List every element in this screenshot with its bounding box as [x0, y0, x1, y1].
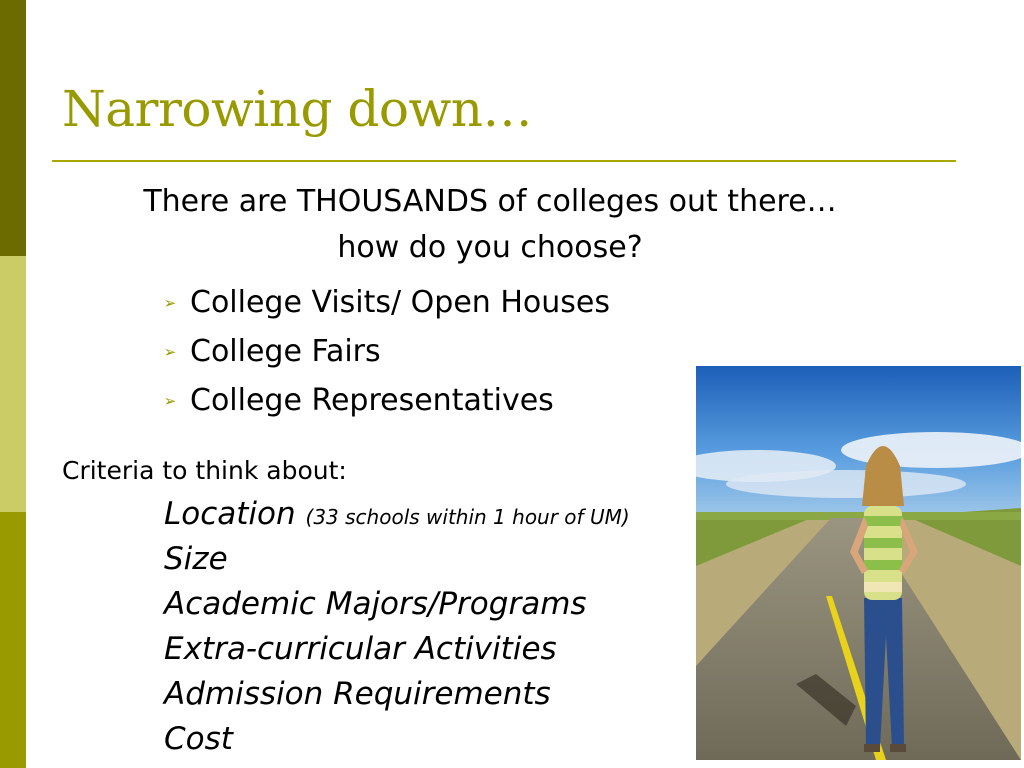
- title-underline: [52, 160, 956, 162]
- bullet-label: College Visits/ Open Houses: [190, 285, 610, 320]
- photo-girl-on-road: [696, 366, 1021, 760]
- criteria-label: Location: [164, 496, 296, 532]
- criteria-label: Size: [164, 541, 228, 577]
- bullet-label: College Representatives: [190, 383, 554, 418]
- criteria-item: [164, 492, 630, 537]
- bullet-item: [162, 327, 610, 376]
- criteria-item: [164, 717, 630, 762]
- bullet-item: [162, 376, 610, 425]
- criteria-item: [164, 627, 630, 672]
- criteria-label: Academic Majors/Programs: [164, 586, 587, 622]
- criteria-item: [164, 537, 630, 582]
- side-bar-bottom: [0, 512, 26, 768]
- side-bar-middle: [0, 256, 26, 512]
- arrow-bullet-icon: ➢: [163, 391, 177, 410]
- criteria-item: [164, 672, 630, 717]
- bullet-label: College Fairs: [190, 334, 381, 369]
- criteria-note: (33 schools within 1 hour of UM): [305, 505, 630, 529]
- criteria-label: Cost: [164, 721, 233, 757]
- side-bar-top: [0, 0, 26, 256]
- criteria-label: Admission Requirements: [164, 676, 551, 712]
- arrow-bullet-icon: ➢: [163, 342, 177, 361]
- bullet-item: [162, 278, 610, 327]
- bullet-list: [162, 278, 610, 425]
- slide-title: Narrowing down…: [62, 80, 532, 138]
- criteria-item: [164, 582, 630, 627]
- intro-line-2: how do you choose?: [337, 230, 643, 265]
- arrow-bullet-icon: ➢: [163, 293, 177, 312]
- criteria-label: Extra-curricular Activities: [164, 631, 557, 667]
- criteria-list: [164, 492, 630, 762]
- intro-line-1: There are THOUSANDS of colleges out there…: [143, 184, 837, 219]
- criteria-heading: Criteria to think about:: [62, 456, 347, 485]
